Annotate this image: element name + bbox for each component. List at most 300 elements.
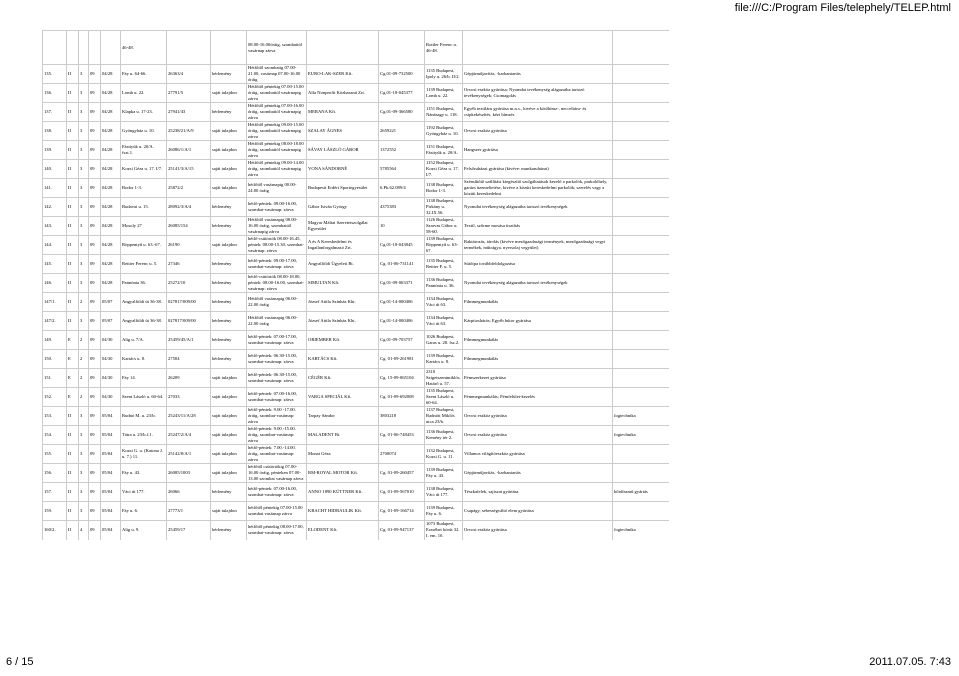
cell-company: József Attila Színház Kht. bbox=[307, 312, 379, 331]
cell-no: 142. bbox=[43, 198, 67, 217]
cell-own: bérlemény bbox=[211, 312, 247, 331]
cell-c5: 05/04 bbox=[101, 445, 121, 464]
cell-hrsz: 27941/43 bbox=[167, 103, 211, 122]
cell-hrsz: 25238/21/A/9 bbox=[167, 122, 211, 141]
cell-addr: Alig u. 7/A. bbox=[121, 331, 167, 350]
cell-addr: Tátra u. 23/b.f.1. bbox=[121, 426, 167, 445]
cell-c3: 3 bbox=[79, 141, 89, 160]
cell-reg: 3803218 bbox=[379, 407, 425, 426]
cell-reg: 2700074 bbox=[379, 445, 425, 464]
browser-header bbox=[0, 0, 959, 22]
cell-addr: Kozsi G. u. (Katona J. u. 7.) 11. bbox=[121, 445, 167, 464]
cell-no: 151. bbox=[43, 369, 67, 388]
cell-hours: Hétfőtől péntekig 07.00-16.00 óráig, szombattól vasárnapig zárva bbox=[247, 103, 307, 122]
cell-hours: hétfő-péntek: 7.00.-14.00. óráig, szombat-vasárnap: zárva bbox=[247, 445, 307, 464]
cell-c2: E bbox=[67, 331, 79, 350]
cell-company: Tarpay Sándor bbox=[307, 407, 379, 426]
cell-hrsz: 25272/10 bbox=[167, 274, 211, 293]
cell-no: 149. bbox=[43, 331, 67, 350]
cell-c5: 05/04 bbox=[101, 502, 121, 521]
cell-company: VONA SÁNDORNÉ bbox=[307, 160, 379, 179]
cell-activity: Fémszerkezet gyártása bbox=[463, 369, 613, 388]
cell-c4: 09 bbox=[89, 198, 101, 217]
cell-c2: E bbox=[67, 388, 79, 407]
cell-own: saját tulajdon bbox=[211, 122, 247, 141]
cell-addr: Pannónia 36. bbox=[121, 274, 167, 293]
cell-c2: II bbox=[67, 445, 79, 464]
table-row bbox=[43, 350, 669, 369]
cell-c2: II bbox=[67, 179, 79, 198]
cell-hours: Hétfőtől vasárnapig 08.00-16.00 óráig, szombattól vasárnapig zárva bbox=[247, 217, 307, 236]
cell-own: saját tulajdon bbox=[211, 141, 247, 160]
cell-extra: bőrdíszmű gyártás bbox=[613, 483, 669, 502]
cell-c5: 05/07 bbox=[101, 312, 121, 331]
table-row bbox=[43, 103, 669, 122]
cell-c3: 3 bbox=[79, 274, 89, 293]
table-row bbox=[43, 369, 669, 388]
cell-addr: Angyalföldi út 36-38. bbox=[121, 293, 167, 312]
cell-c3: 3 bbox=[79, 312, 89, 331]
cell-c5: 04/28 bbox=[101, 179, 121, 198]
cell-hours: hétfőtől vasárnapig 00.00-24.00 óráig bbox=[247, 179, 307, 198]
cell-addr: Klapka u. 17-23. bbox=[121, 103, 167, 122]
table-row bbox=[43, 65, 669, 84]
cell-c2: II bbox=[67, 141, 79, 160]
cell-addr: Bodor 1-3. bbox=[121, 179, 167, 198]
cell-c5: 04/28 bbox=[101, 274, 121, 293]
cell-hrsz: 26209 bbox=[167, 369, 211, 388]
cell-extra bbox=[613, 350, 669, 369]
cell-c4: 09 bbox=[89, 407, 101, 426]
cell-seat: 1139 Budapest, Fáy u. 6. bbox=[425, 502, 463, 521]
cell-addr: Fásityúk u. 20/A. fszt.1. bbox=[121, 141, 167, 160]
cell-no: 143. bbox=[43, 217, 67, 236]
cell-activity: Fémmegmunkálás; Fémfelület-kezelés bbox=[463, 388, 613, 407]
cell-no: 159. bbox=[43, 502, 67, 521]
cell-company: József Attila Színház Kht. bbox=[307, 293, 379, 312]
cell-extra bbox=[613, 255, 669, 274]
cell-activity: Raktározás, tárolás (kivéve mezőgazdasági termények, mezőgazdasági vegyi termékek, műtrágya, nyersolaj vegyület) bbox=[463, 236, 613, 255]
cell-no: 153. bbox=[43, 407, 67, 426]
cell-hours: hétfő-péntek: 9.00.-15.00. óráig, szombat-vasárnap: zárva bbox=[247, 426, 307, 445]
cell-c4: 09 bbox=[89, 179, 101, 198]
table-row bbox=[43, 502, 669, 521]
cell-c2: II bbox=[67, 274, 79, 293]
cell-company: SZALAY ÁGNES bbox=[307, 122, 379, 141]
cell-c2: II bbox=[67, 122, 79, 141]
cell-c4: 09 bbox=[89, 312, 101, 331]
cell-c2: II bbox=[67, 502, 79, 521]
cell-hours: hétfő-péntek: 07.00-16.00, szombat-vasárnap: zárva bbox=[247, 388, 307, 407]
cell-hrsz: 027817/009/00 bbox=[167, 293, 211, 312]
cell-hrsz: 27504 bbox=[167, 350, 211, 369]
cell-hrsz: 26363/4 bbox=[167, 65, 211, 84]
cell-c2: II bbox=[67, 198, 79, 217]
cell-own: bérlemény bbox=[211, 198, 247, 217]
cell-no: 150. bbox=[43, 350, 67, 369]
cell-hrsz: 27773/1 bbox=[167, 502, 211, 521]
cell-addr: Lomb u. 22. bbox=[121, 84, 167, 103]
cell-company: Gábor István György bbox=[307, 198, 379, 217]
table-row bbox=[43, 198, 669, 217]
cell-c4: 09 bbox=[89, 464, 101, 483]
cell-hours: hétfő-péntek: 9.00 -17.00. óráig, szombat-vasárnap: zárva bbox=[247, 407, 307, 426]
cell-extra bbox=[613, 198, 669, 217]
cell-reg: 1372552 bbox=[379, 141, 425, 160]
cell-hrsz: 26085/154 bbox=[167, 217, 211, 236]
cell-extra bbox=[613, 312, 669, 331]
cell-no: 145. bbox=[43, 255, 67, 274]
table-row bbox=[43, 141, 669, 160]
table-row bbox=[43, 236, 669, 255]
cell-c2: E bbox=[67, 369, 79, 388]
table-row bbox=[43, 293, 669, 312]
cell-own: bérlemény bbox=[211, 293, 247, 312]
cell-seat: 1134 Budapest, Váci út 63. bbox=[425, 312, 463, 331]
table-row-top bbox=[43, 31, 669, 65]
cell-seat: 1132 Budapest, Kozsi G. u. 11. bbox=[425, 445, 463, 464]
cell-no: 138. bbox=[43, 122, 67, 141]
cell-hours: Hétfőtől péntekig 07.00-15.00 óráig, szombattól vasárnapig zárva bbox=[247, 84, 307, 103]
cell-extra bbox=[613, 236, 669, 255]
cell-company: Budapesti Erdért Sportegyesület bbox=[307, 179, 379, 198]
cell-activity: Textil, szőrme mosása tisztítás bbox=[463, 217, 613, 236]
cell-hours: hétfő-péntek: 07.00-16.00, szombat-vasárnap: zárva bbox=[247, 483, 307, 502]
cell-seat: 1126 Budapest, Szarvas Gábor u. 58-60. bbox=[425, 217, 463, 236]
cell-seat: 1151 Budapest, Nánásagy u. 118. bbox=[425, 103, 463, 122]
cell-c2: II bbox=[67, 217, 79, 236]
table-row bbox=[43, 312, 669, 331]
cell-hrsz: 25459/45/A/1 bbox=[167, 331, 211, 350]
cell-c3: 2 bbox=[79, 369, 89, 388]
table-row bbox=[43, 521, 669, 540]
cell-c3: 3 bbox=[79, 217, 89, 236]
cell-c2: II bbox=[67, 160, 79, 179]
cell-activity: Gépjárműjavítás, -karbantartás bbox=[463, 65, 613, 84]
cell-addr: Röppentyű u. 63.-67. bbox=[121, 236, 167, 255]
cell-extra bbox=[613, 388, 669, 407]
cell-hrsz: 26085/1003 bbox=[167, 464, 211, 483]
cell-reg: Cg.01-10-045377 bbox=[379, 84, 425, 103]
cell-hrsz: 27791/5 bbox=[167, 84, 211, 103]
cell-seat: 1138 Budapest, Váci út 177. bbox=[425, 483, 463, 502]
cell-addr: Budavai u. 15. bbox=[121, 198, 167, 217]
cell-hrsz: 027817/009/00 bbox=[167, 312, 211, 331]
cell-company: Magyar Máltai Szeretetszolgálat Egyesület bbox=[307, 217, 379, 236]
cell-addr: Váci út 177. bbox=[121, 483, 167, 502]
cell-c5: 05/04 bbox=[101, 521, 121, 540]
cell-addr: Rudnó M. u. 23/b. bbox=[121, 407, 167, 426]
facility-table bbox=[42, 30, 669, 540]
cell-c2: II bbox=[67, 236, 79, 255]
cell-activity: Orvosi eszköz gyártása bbox=[463, 407, 613, 426]
cell-c5: 04/28 bbox=[101, 122, 121, 141]
cell-activity: Orvosi eszköz gyártása bbox=[463, 521, 613, 540]
cell-reg: 6.Pk.62.089/4 bbox=[379, 179, 425, 198]
cell-activity: Nyomdai tevékenység alágazatba tartozó tevékenységek bbox=[463, 198, 613, 217]
cell-reg: Cg. 01-09-947137 bbox=[379, 521, 425, 540]
cell-hours: Hétfőtől péntekig 09.00-14.00 óráig, szombattól vasárnapig zárva bbox=[247, 160, 307, 179]
cell-c3: 3 bbox=[79, 502, 89, 521]
cell-c3: 3 bbox=[79, 483, 89, 502]
cell-extra bbox=[613, 103, 669, 122]
cell-c5: 04/30 bbox=[101, 388, 121, 407]
cell-c4: 09 bbox=[89, 141, 101, 160]
cell-activity: Felsőruházat gyártása (kivéve: munkaruházat) bbox=[463, 160, 613, 179]
table-row bbox=[43, 426, 669, 445]
cell-hrsz: 26190 bbox=[167, 236, 211, 255]
cell-company: MERANA Kft. bbox=[307, 103, 379, 122]
cell-c4: 09 bbox=[89, 236, 101, 255]
cell-activity: Egyéb textiláru gyártása m.n.s., kivéve a kötőhímz-, necceltáru- és csipkekészítés, kézi hímzés bbox=[463, 103, 613, 122]
cell-hrsz: 28092/3/A/4 bbox=[167, 198, 211, 217]
cell-extra bbox=[613, 122, 669, 141]
cell-own: bérlemény bbox=[211, 521, 247, 540]
cell-hours: Hétfőtől vasárnapig 06.00-22.00 óráig bbox=[247, 293, 307, 312]
cell-reg: Cg. 01-09-692008 bbox=[379, 388, 425, 407]
cell-hours: hétfő-péntek: 06.30-15.00, szombat-vasárnap: zárva bbox=[247, 369, 307, 388]
cell-c4: 09 bbox=[89, 350, 101, 369]
cell-c2: II bbox=[67, 464, 79, 483]
cell-own: saját tulajdon bbox=[211, 464, 247, 483]
cell-c4: 09 bbox=[89, 369, 101, 388]
cell-c2: E bbox=[67, 350, 79, 369]
cell-hrsz: 25243/11/A/28 bbox=[167, 407, 211, 426]
cell-reg: Cg. 01-09-166714 bbox=[379, 502, 425, 521]
cell-company: VARGA SPECIÁL Kft. bbox=[307, 388, 379, 407]
cell-extra bbox=[613, 179, 669, 198]
cell-c4: 09 bbox=[89, 445, 101, 464]
cell-c5: 04/28 bbox=[101, 236, 121, 255]
table-row bbox=[43, 464, 669, 483]
cell-c5: 04/30 bbox=[101, 369, 121, 388]
cell-seat: 1139 Budapest, Röppentyű u. 63-67. bbox=[425, 236, 463, 255]
cell-hours: hétfő-péntek: 09.00-17.00, szombat-vasárnap: zárva bbox=[247, 255, 307, 274]
cell-no: 152. bbox=[43, 388, 67, 407]
cell-extra bbox=[613, 464, 669, 483]
cell-activity: Filmmegmunkálás bbox=[463, 293, 613, 312]
cell-no: 141. bbox=[43, 179, 67, 198]
cell-seat: 1139 Budapest, Lomb u. 22. bbox=[425, 84, 463, 103]
page-indicator: 6 / 15 bbox=[6, 656, 34, 668]
cell-c4: 09 bbox=[89, 65, 101, 84]
cell-reg: Cg. 01-09-261981 bbox=[379, 350, 425, 369]
table-row bbox=[43, 407, 669, 426]
cell-addr: Fáy u. 6. bbox=[121, 502, 167, 521]
cell-activity: Nyomdai tevékenység alágazatba tartozó tevékenységek bbox=[463, 274, 613, 293]
cell-own: saját tulajdon bbox=[211, 236, 247, 255]
cell-c2: II bbox=[67, 103, 79, 122]
cell-activity: Sütőipa továbbfeldolgozása bbox=[463, 255, 613, 274]
cell-reg: Cg.01-09-063371 bbox=[379, 274, 425, 293]
cell-company: CÉGÉR Kft. bbox=[307, 369, 379, 388]
cell-extra bbox=[613, 502, 669, 521]
table-row bbox=[43, 445, 669, 464]
cell-c5: 04/28 bbox=[101, 141, 121, 160]
cell-company: ELODENT Kft. bbox=[307, 521, 379, 540]
cell-no: 137. bbox=[43, 103, 67, 122]
cell-seat: 1138 Budapest, Pirkány u. 32.IX.56. bbox=[425, 198, 463, 217]
cell-no: 144. bbox=[43, 236, 67, 255]
cell-reg: Cg. 01-09-567010 bbox=[379, 483, 425, 502]
cell-c2: II bbox=[67, 312, 79, 331]
cell-c4: 09 bbox=[89, 84, 101, 103]
cell-hrsz: 26086/1/A/1 bbox=[167, 141, 211, 160]
cell-addr: Kozsi Géza u. 17. I/7. bbox=[121, 160, 167, 179]
cell-c4: 09 bbox=[89, 331, 101, 350]
cell-reg: Cg.01-09-703757 bbox=[379, 331, 425, 350]
cell-c2: II bbox=[67, 407, 79, 426]
cell-activity: Csapágy, sebességváltó elem gyártása bbox=[463, 502, 613, 521]
cell-extra bbox=[613, 160, 669, 179]
cell-addr: Mosoly 27 bbox=[121, 217, 167, 236]
cell-activity: Hangszer gyártása bbox=[463, 141, 613, 160]
cell-seat: 1026 Budapest, Garas u. 28. fsz.2. bbox=[425, 331, 463, 350]
cell-extra: fogtechnika bbox=[613, 521, 669, 540]
cell-extra: fogtechnika bbox=[613, 407, 669, 426]
cell-hrsz: 26066 bbox=[167, 483, 211, 502]
cell-own: bérlemény bbox=[211, 350, 247, 369]
cell-c5: 05/04 bbox=[101, 483, 121, 502]
cell-seat: 1192 Budapest, Gyöngyház u. 10. bbox=[425, 122, 463, 141]
cell-no: 160/2. bbox=[43, 521, 67, 540]
cell-extra bbox=[613, 84, 669, 103]
cell-hours: hétfő-péntek: 06.30-15.00, szombat-vasárnap: zárva bbox=[247, 350, 307, 369]
cell-own: saját tulajdon bbox=[211, 502, 247, 521]
cell-c4: 09 bbox=[89, 103, 101, 122]
cell-reg: Cg. 15-09-065104 bbox=[379, 369, 425, 388]
cell-c3: 3 bbox=[79, 65, 89, 84]
cell-c4: 09 bbox=[89, 388, 101, 407]
cell-c3: 3 bbox=[79, 84, 89, 103]
cell-seat: 1137 Budapest, Radnóti Miklós utca 23/b. bbox=[425, 407, 463, 426]
cell-company: MALADENT Bt. bbox=[307, 426, 379, 445]
cell-company: A és A Kereskedelmi és Ingatlanforgalmazó Zrt. bbox=[307, 236, 379, 255]
cell-reg: Cg. 01-06-748453 bbox=[379, 426, 425, 445]
cell-c5: 04/28 bbox=[101, 103, 121, 122]
cell-c3: 3 bbox=[79, 407, 89, 426]
cell-c5: 05/04 bbox=[101, 464, 121, 483]
cell-activity: Orvosi eszköz gyártása; Nyomdai tevékenység alágazatba tartozó tevékenységek; Csomagolás bbox=[463, 84, 613, 103]
cell-reg: Cg.01-09-732500 bbox=[379, 65, 425, 84]
cell-addr: Angyalföldi út 36-38. bbox=[121, 312, 167, 331]
cell-seat: 1152 Budapest, Kozsi Géza u. 17. I/7. bbox=[425, 160, 463, 179]
cell-hours: Hétfőtől péntekig 08.00-18.00 óráig, szombattól vasárnapig zárva bbox=[247, 141, 307, 160]
cell-c3: 3 bbox=[79, 445, 89, 464]
cell-seat: 1134 Budapest, Váci út 63. bbox=[425, 293, 463, 312]
cell-c4: 09 bbox=[89, 255, 101, 274]
cell-c2: II bbox=[67, 521, 79, 540]
cell-c3: 3 bbox=[79, 179, 89, 198]
cell-c3: 2 bbox=[79, 293, 89, 312]
cell-no: 157. bbox=[43, 483, 67, 502]
cell-c3: 3 bbox=[79, 255, 89, 274]
cell-own: bérlemény bbox=[211, 331, 247, 350]
cell-extra bbox=[613, 217, 669, 236]
cell-own: saját tulajdon bbox=[211, 388, 247, 407]
cell-c4: 09 bbox=[89, 521, 101, 540]
cell-company: Alfa Nonprofit Közhasznú Zrt. bbox=[307, 84, 379, 103]
table-row bbox=[43, 331, 669, 350]
table-row bbox=[43, 255, 669, 274]
cell-addr: Reitter Ferenc u. 5. bbox=[121, 255, 167, 274]
file-url: file:///C:/Program Files/telephely/TELEP.html bbox=[734, 2, 951, 14]
cell-c4: 09 bbox=[89, 160, 101, 179]
cell-extra bbox=[613, 274, 669, 293]
table-row bbox=[43, 274, 669, 293]
cell-activity: Gépjárműjavítás, -karbantartás bbox=[463, 464, 613, 483]
cell-no: 135. bbox=[43, 65, 67, 84]
cell-hours: Hétfőtől szombatig 07.00-21.00, vasárnap 07.00-16.00 óráig bbox=[247, 65, 307, 84]
cell-c5: 04/28 bbox=[101, 217, 121, 236]
cell-hrsz: 25459/17 bbox=[167, 521, 211, 540]
cell-c4: 09 bbox=[89, 502, 101, 521]
cell-c3: 3 bbox=[79, 122, 89, 141]
cell-hours: hétfőtől csütörtökig 07.00-16.00 óráig, pénteken 07.00-13.00 szombat vasárnap zárva bbox=[247, 464, 307, 483]
cell-own: saját tulajdon bbox=[211, 84, 247, 103]
cell-company: ORIEMBER Kft. bbox=[307, 331, 379, 350]
cell-hours: hétfő-péntek: 09.00-16.00, szombat-vasárnap: zárva bbox=[247, 198, 307, 217]
cell-c3: 4 bbox=[79, 521, 89, 540]
top-hours: 08.00-16.00óráig, szombattól vasárnap zárva bbox=[247, 31, 307, 65]
cell-own: bérlemény bbox=[211, 483, 247, 502]
cell-own: bérlemény bbox=[211, 255, 247, 274]
cell-addr: Fáy u. 64-66. bbox=[121, 65, 167, 84]
cell-extra: fogtechnika bbox=[613, 426, 669, 445]
cell-reg: 2659221 bbox=[379, 122, 425, 141]
cell-hours: Hétfőtől vasárnapig 06.00-22.00 óráig bbox=[247, 312, 307, 331]
cell-reg: Cg. 01-09-260457 bbox=[379, 464, 425, 483]
cell-hours: hétfőtől péntekig 07.00-15.00 szombat vasárnap zárva bbox=[247, 502, 307, 521]
cell-seat: 1136 Budapest, Kemény tér 2. bbox=[425, 426, 463, 445]
cell-c3: 3 bbox=[79, 160, 89, 179]
cell-reg: Cg.01-14-000406 bbox=[379, 312, 425, 331]
cell-seat: 1135 Budapest, Szent László u. 60-64. bbox=[425, 388, 463, 407]
cell-own: saját tulajdon bbox=[211, 407, 247, 426]
cell-c4: 09 bbox=[89, 274, 101, 293]
cell-own: saját tulajdon bbox=[211, 160, 247, 179]
cell-no: 156. bbox=[43, 464, 67, 483]
cell-hrsz: 25872/2 bbox=[167, 179, 211, 198]
cell-c5: 04/30 bbox=[101, 331, 121, 350]
cell-extra bbox=[613, 445, 669, 464]
cell-company: EURO-LAK-SZER Kft. bbox=[307, 65, 379, 84]
cell-extra bbox=[613, 331, 669, 350]
cell-activity: Orvosi eszköz gyártása bbox=[463, 426, 613, 445]
cell-reg: 5785564 bbox=[379, 160, 425, 179]
cell-c2: II bbox=[67, 84, 79, 103]
cell-no: 154. bbox=[43, 426, 67, 445]
table-row bbox=[43, 388, 669, 407]
cell-c5: 04/28 bbox=[101, 84, 121, 103]
cell-extra bbox=[613, 293, 669, 312]
cell-c4: 09 bbox=[89, 483, 101, 502]
cell-c5: 04/30 bbox=[101, 350, 121, 369]
cell-activity: Filmmegmunkálás bbox=[463, 331, 613, 350]
cell-no: 140. bbox=[43, 160, 67, 179]
cell-activity: Orvosi eszköz gyártása bbox=[463, 122, 613, 141]
cell-activity: Villamos világítóeszköz gyártása bbox=[463, 445, 613, 464]
cell-activity: Filmmegmunkálás bbox=[463, 350, 613, 369]
cell-c5: 04/28 bbox=[101, 255, 121, 274]
cell-own: saját tulajdon bbox=[211, 426, 247, 445]
cell-activity: Tészkafelek, sajtszat gyártása bbox=[463, 483, 613, 502]
cell-hours: Hétfőtől péntekig 09.00-15.00 óráig, szombattól vasárnapig zárva bbox=[247, 122, 307, 141]
cell-company: SÁVAY LÁSZLÓ GÁBOR bbox=[307, 141, 379, 160]
cell-reg: Cg.01-09-366580 bbox=[379, 103, 425, 122]
cell-addr: Szent László u. 60-64. bbox=[121, 388, 167, 407]
cell-extra bbox=[613, 141, 669, 160]
